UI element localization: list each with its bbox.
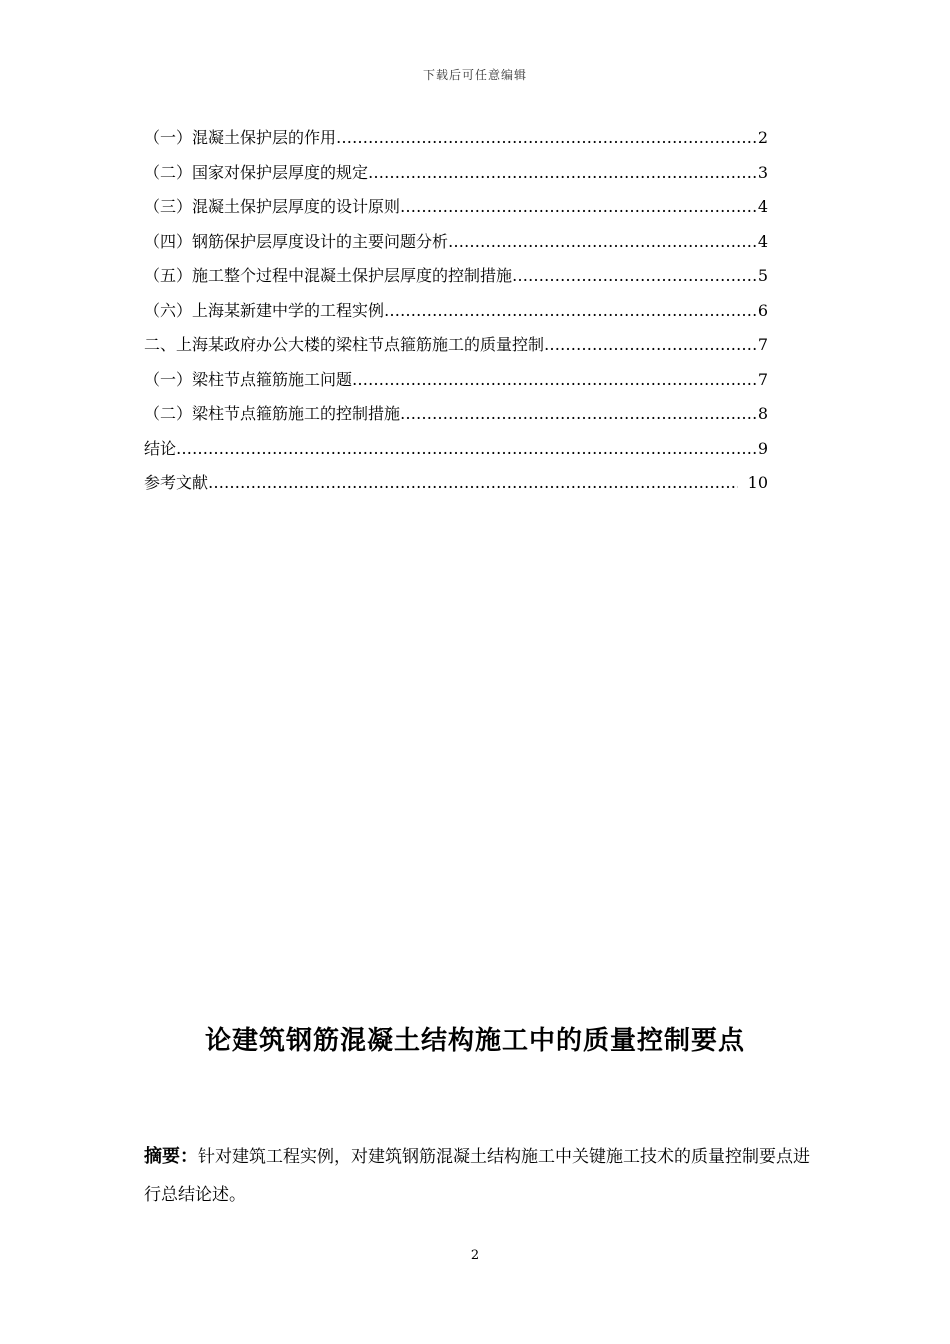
abstract-label: 摘要： — [144, 1146, 198, 1167]
toc-entry[interactable] — [144, 397, 768, 432]
toc-entry[interactable] — [144, 225, 768, 260]
toc-entry[interactable] — [144, 328, 768, 363]
toc-entry-page: 7 — [757, 369, 768, 389]
toc-entry-page: 7 — [757, 335, 768, 354]
toc-entry-label: （三）混凝土保护层厚度的设计原则 — [144, 197, 401, 216]
page-number: 2 — [470, 1248, 480, 1263]
toc-dot-leader — [368, 156, 756, 191]
toc-entry[interactable] — [144, 432, 768, 467]
toc-entry-page: 4 — [757, 197, 768, 216]
toc-entry-label: （六）上海某新建中学的工程实例 — [144, 300, 385, 320]
toc-entry-page: 8 — [757, 404, 768, 423]
toc-entry-page: 10 — [747, 473, 768, 492]
toc-dot-leader — [384, 294, 756, 329]
abstract-paragraph — [144, 1138, 810, 1214]
toc-entry-label: （二）国家对保护层厚度的规定 — [144, 162, 369, 182]
toc-dot-leader — [176, 432, 756, 467]
document-title: 论建筑钢筋混凝土结构施工中的质量控制要点 — [204, 1026, 745, 1056]
toc-entry[interactable] — [144, 294, 768, 329]
toc-entry-page: 6 — [757, 300, 768, 320]
toc-entry[interactable] — [144, 466, 768, 501]
toc-entry[interactable] — [144, 156, 768, 191]
toc-entry-label: （四）钢筋保护层厚度设计的主要问题分析 — [144, 231, 449, 251]
toc-dot-leader — [400, 397, 756, 432]
toc-entry[interactable] — [144, 121, 768, 156]
toc-dot-leader — [336, 121, 756, 156]
toc-entry-page: 5 — [757, 266, 768, 285]
toc-entry-label: （二）梁柱节点箍筋施工的控制措施 — [144, 404, 401, 423]
toc-entry-page: 3 — [757, 162, 768, 182]
toc-entry-label: 二、上海某政府办公大楼的梁柱节点箍筋施工的质量控制 — [144, 335, 545, 354]
toc-entry-label: 参考文献 — [144, 473, 209, 492]
toc-entry-label: （一）混凝土保护层的作用 — [144, 128, 337, 147]
toc-dot-leader — [352, 363, 756, 398]
toc-entry-label: （一）梁柱节点箍筋施工问题 — [144, 369, 353, 389]
toc-entry-page: 9 — [757, 438, 768, 458]
toc-entry-label: 结论 — [144, 438, 177, 458]
toc-dot-leader — [208, 466, 738, 501]
toc-entry[interactable] — [144, 190, 768, 225]
toc-entry[interactable] — [144, 363, 768, 398]
toc-dot-leader — [400, 190, 756, 225]
table-of-contents — [144, 121, 768, 501]
toc-dot-leader — [512, 259, 756, 294]
toc-dot-leader — [448, 225, 756, 260]
abstract-text: 针对建筑工程实例，对建筑钢筋混凝土结构施工中关键施工技术的质量控制要点进行总结论述。 — [144, 1147, 810, 1205]
toc-entry[interactable] — [144, 259, 768, 294]
toc-entry-page: 4 — [757, 231, 768, 251]
toc-entry-label: （五）施工整个过程中混凝土保护层厚度的控制措施 — [144, 266, 513, 285]
toc-dot-leader — [544, 328, 756, 363]
header-note: 下载后可任意编辑 — [422, 68, 527, 82]
toc-entry-page: 2 — [757, 128, 768, 147]
